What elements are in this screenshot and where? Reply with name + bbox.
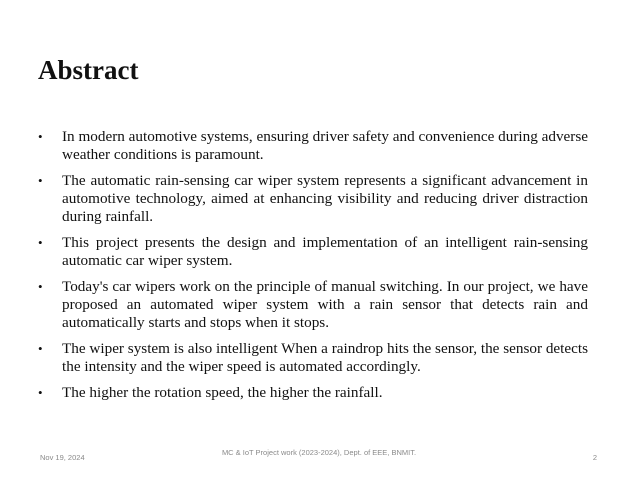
bullet-item	[38, 172, 588, 227]
bullet-text: The wiper system is also intelligent When a raindrop hits the sensor, the sensor detects the intensity and the wiper speed is automated accordingly.	[62, 340, 588, 376]
bullet-dot-icon: •	[38, 235, 43, 251]
bullet-text: This project presents the design and implementation of an intelligent rain-sensing automatic car wiper system.	[62, 234, 588, 270]
slide-title: Abstract	[38, 55, 139, 85]
bullet-list	[38, 128, 588, 410]
bullet-item	[38, 340, 588, 376]
bullet-item	[38, 278, 588, 333]
footer-page-number: 2	[592, 453, 597, 462]
bullet-dot-icon: •	[38, 384, 43, 400]
bullet-dot-icon: •	[38, 129, 43, 144]
bullet-item	[38, 128, 588, 164]
bullet-dot-icon: •	[38, 278, 43, 294]
bullet-text: The higher the rotation speed, the higher the rainfall.	[62, 383, 383, 401]
bullet-text: Today's car wipers work on the principle of manual switching. In our project, we have proposed an automated wiper system with a rain sensor that detects rain and automatically starts and stops when it stops.	[62, 277, 588, 332]
footer-date: Nov 19, 2024	[40, 453, 85, 462]
footer-center-text: MC & IoT Project work (2023-2024), Dept. of EEE, BNMIT.	[221, 448, 417, 457]
bullet-dot-icon: •	[38, 341, 43, 357]
bullet-text: In modern automotive systems, ensuring driver safety and convenience during adverse weather conditions is paramount.	[62, 128, 588, 164]
bullet-text: The automatic rain-sensing car wiper system represents a significant advancement in automotive technology, aimed at enhancing visibility and reducing driver distraction during rainfall.	[62, 171, 588, 226]
bullet-dot-icon: •	[38, 172, 43, 188]
bullet-item	[38, 234, 588, 270]
bullet-item	[38, 384, 588, 402]
